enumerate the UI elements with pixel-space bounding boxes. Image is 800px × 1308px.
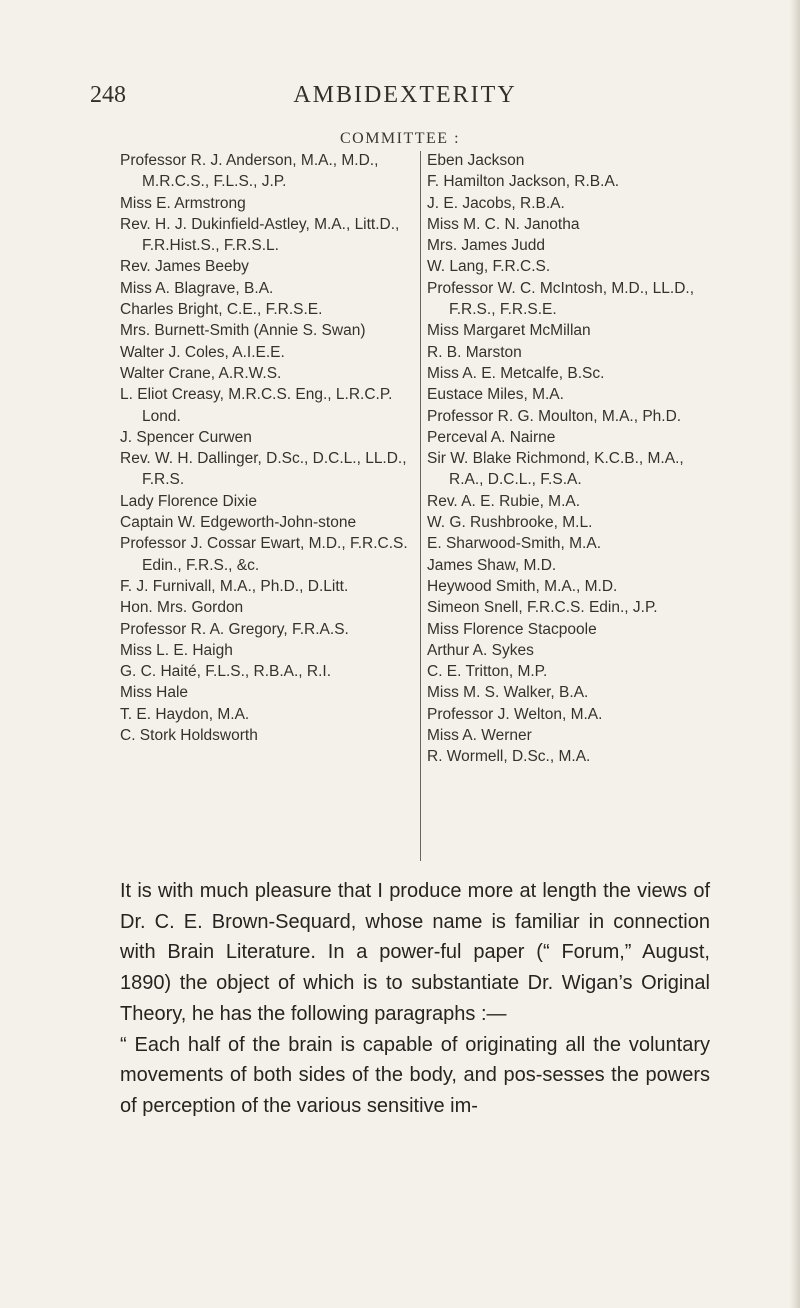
committee-member: Professor R. G. Moulton, M.A., Ph.D. [427,407,682,425]
committee-member: Eben Jackson [427,152,525,169]
committee-member: Rev. W. H. Dallinger, D.Sc., D.C.L., LL.D., F.R.S. [120,450,407,489]
committee-member: Simeon Snell, F.R.C.S. Edin., J.P. [427,599,658,617]
page-header [90,82,720,122]
committee-member: W. G. Rushbrooke, M.L. [427,514,593,532]
running-title: AMBIDEXTERITY [293,82,517,108]
committee-member: W. Lang, F.R.C.S. [427,258,551,276]
committee-member: Perceval A. Nairne [427,428,556,446]
column-divider [420,151,421,861]
committee-member: Rev. A. E. Rubie, M.A. [427,492,581,510]
committee-member: Sir W. Blake Richmond, K.C.B., M.A., R.A., D.C.L., F.S.A. [427,450,684,489]
committee-member: Professor W. C. McIntosh, M.D., LL.D., F.R.S., F.R.S.E. [427,279,695,319]
committee-member: T. E. Haydon, M.A. [120,705,250,723]
body-text [120,876,710,1122]
committee-member: Mrs. Burnett-Smith (Annie S. Swan) [120,322,366,340]
page-number: 248 [90,82,126,108]
committee-member: Rev. James Beeby [120,258,249,276]
committee-member: Eustace Miles, M.A. [427,386,564,404]
committee-member: Miss Hale [120,684,189,702]
committee-member: Charles Bright, C.E., F.R.S.E. [120,301,323,319]
committee-member: R. Wormell, D.Sc., M.A. [427,748,591,766]
committee-member: Heywood Smith, M.A., M.D. [427,577,618,595]
committee-member: Walter J. Coles, A.I.E.E. [120,343,285,361]
committee-member: Lady Florence Dixie [120,492,257,510]
committee-member: C. Stork Holdsworth [120,727,258,745]
committee-member: Walter Crane, A.R.W.S. [120,364,282,382]
committee-member: Arthur A. Sykes [427,641,534,659]
committee-member: G. C. Haité, F.L.S., R.B.A., R.I. [120,663,332,681]
committee-right-column [427,150,712,768]
committee-member: R. B. Marston [427,343,522,361]
committee-member: Miss A. Werner [427,727,532,745]
committee-member: Miss M. C. N. Janotha [427,215,580,233]
page-edge-shadow [790,0,800,1308]
body-paragraph-1: It is with much pleasure that I produce more at length the views of Dr. C. E. Brown-Sequard, whose name is familiar in connection with Brain Literature. In a power-ful paper (“ Forum,” August, 1890) the object of which is to substantiate Dr. Wigan’s Original Theory, he has the following paragraphs :— [120,880,710,1025]
committee-member: Miss Florence Stacpoole [427,620,597,638]
committee-member: Hon. Mrs. Gordon [120,599,244,617]
committee-member: E. Sharwood-Smith, M.A. [427,535,602,553]
committee-member: James Shaw, M.D. [427,556,557,574]
committee-member: J. Spencer Curwen [120,428,252,446]
committee-member: Miss M. S. Walker, B.A. [427,684,589,702]
committee-member: J. E. Jacobs, R.B.A. [427,194,565,212]
committee-left-column [120,150,420,746]
committee-member: F. J. Furnivall, M.A., Ph.D., D.Litt. [120,577,349,595]
committee-member: Miss Margaret McMillan [427,322,591,340]
committee-member: Miss A. Blagrave, B.A. [120,279,274,297]
committee-member: C. E. Tritton, M.P. [427,663,548,681]
committee-member: F. Hamilton Jackson, R.B.A. [427,173,620,191]
committee-member: Rev. H. J. Dukinfield-Astley, M.A., Litt.D., F.R.Hist.S., F.R.S.L. [120,215,400,255]
committee-member: Mrs. James Judd [427,237,546,255]
committee-member: Professor J. Cossar Ewart, M.D., F.R.C.S. Edin., F.R.S., &c. [120,535,408,574]
body-paragraph-2: “ Each half of the brain is capable of originating all the voluntary movements of both sides of the body, and pos-sesses the powers of perception of the various sensitive im- [120,1033,710,1117]
committee-member: Captain W. Edgeworth-John-stone [120,514,357,532]
committee-member: L. Eliot Creasy, M.R.C.S. Eng., L.R.C.P. Lond. [120,386,393,425]
committee-member: Miss E. Armstrong [120,194,246,212]
committee-member: Miss L. E. Haigh [120,641,233,659]
committee-member: Miss A. E. Metcalfe, B.Sc. [427,364,605,382]
committee-member: Professor R. A. Gregory, F.R.A.S. [120,620,349,638]
committee-heading: COMMITTEE : [339,130,461,147]
committee-member: Professor J. Welton, M.A. [427,705,603,723]
committee-member: Professor R. J. Anderson, M.A., M.D., M.R.C.S., F.L.S., J.P. [120,152,379,191]
